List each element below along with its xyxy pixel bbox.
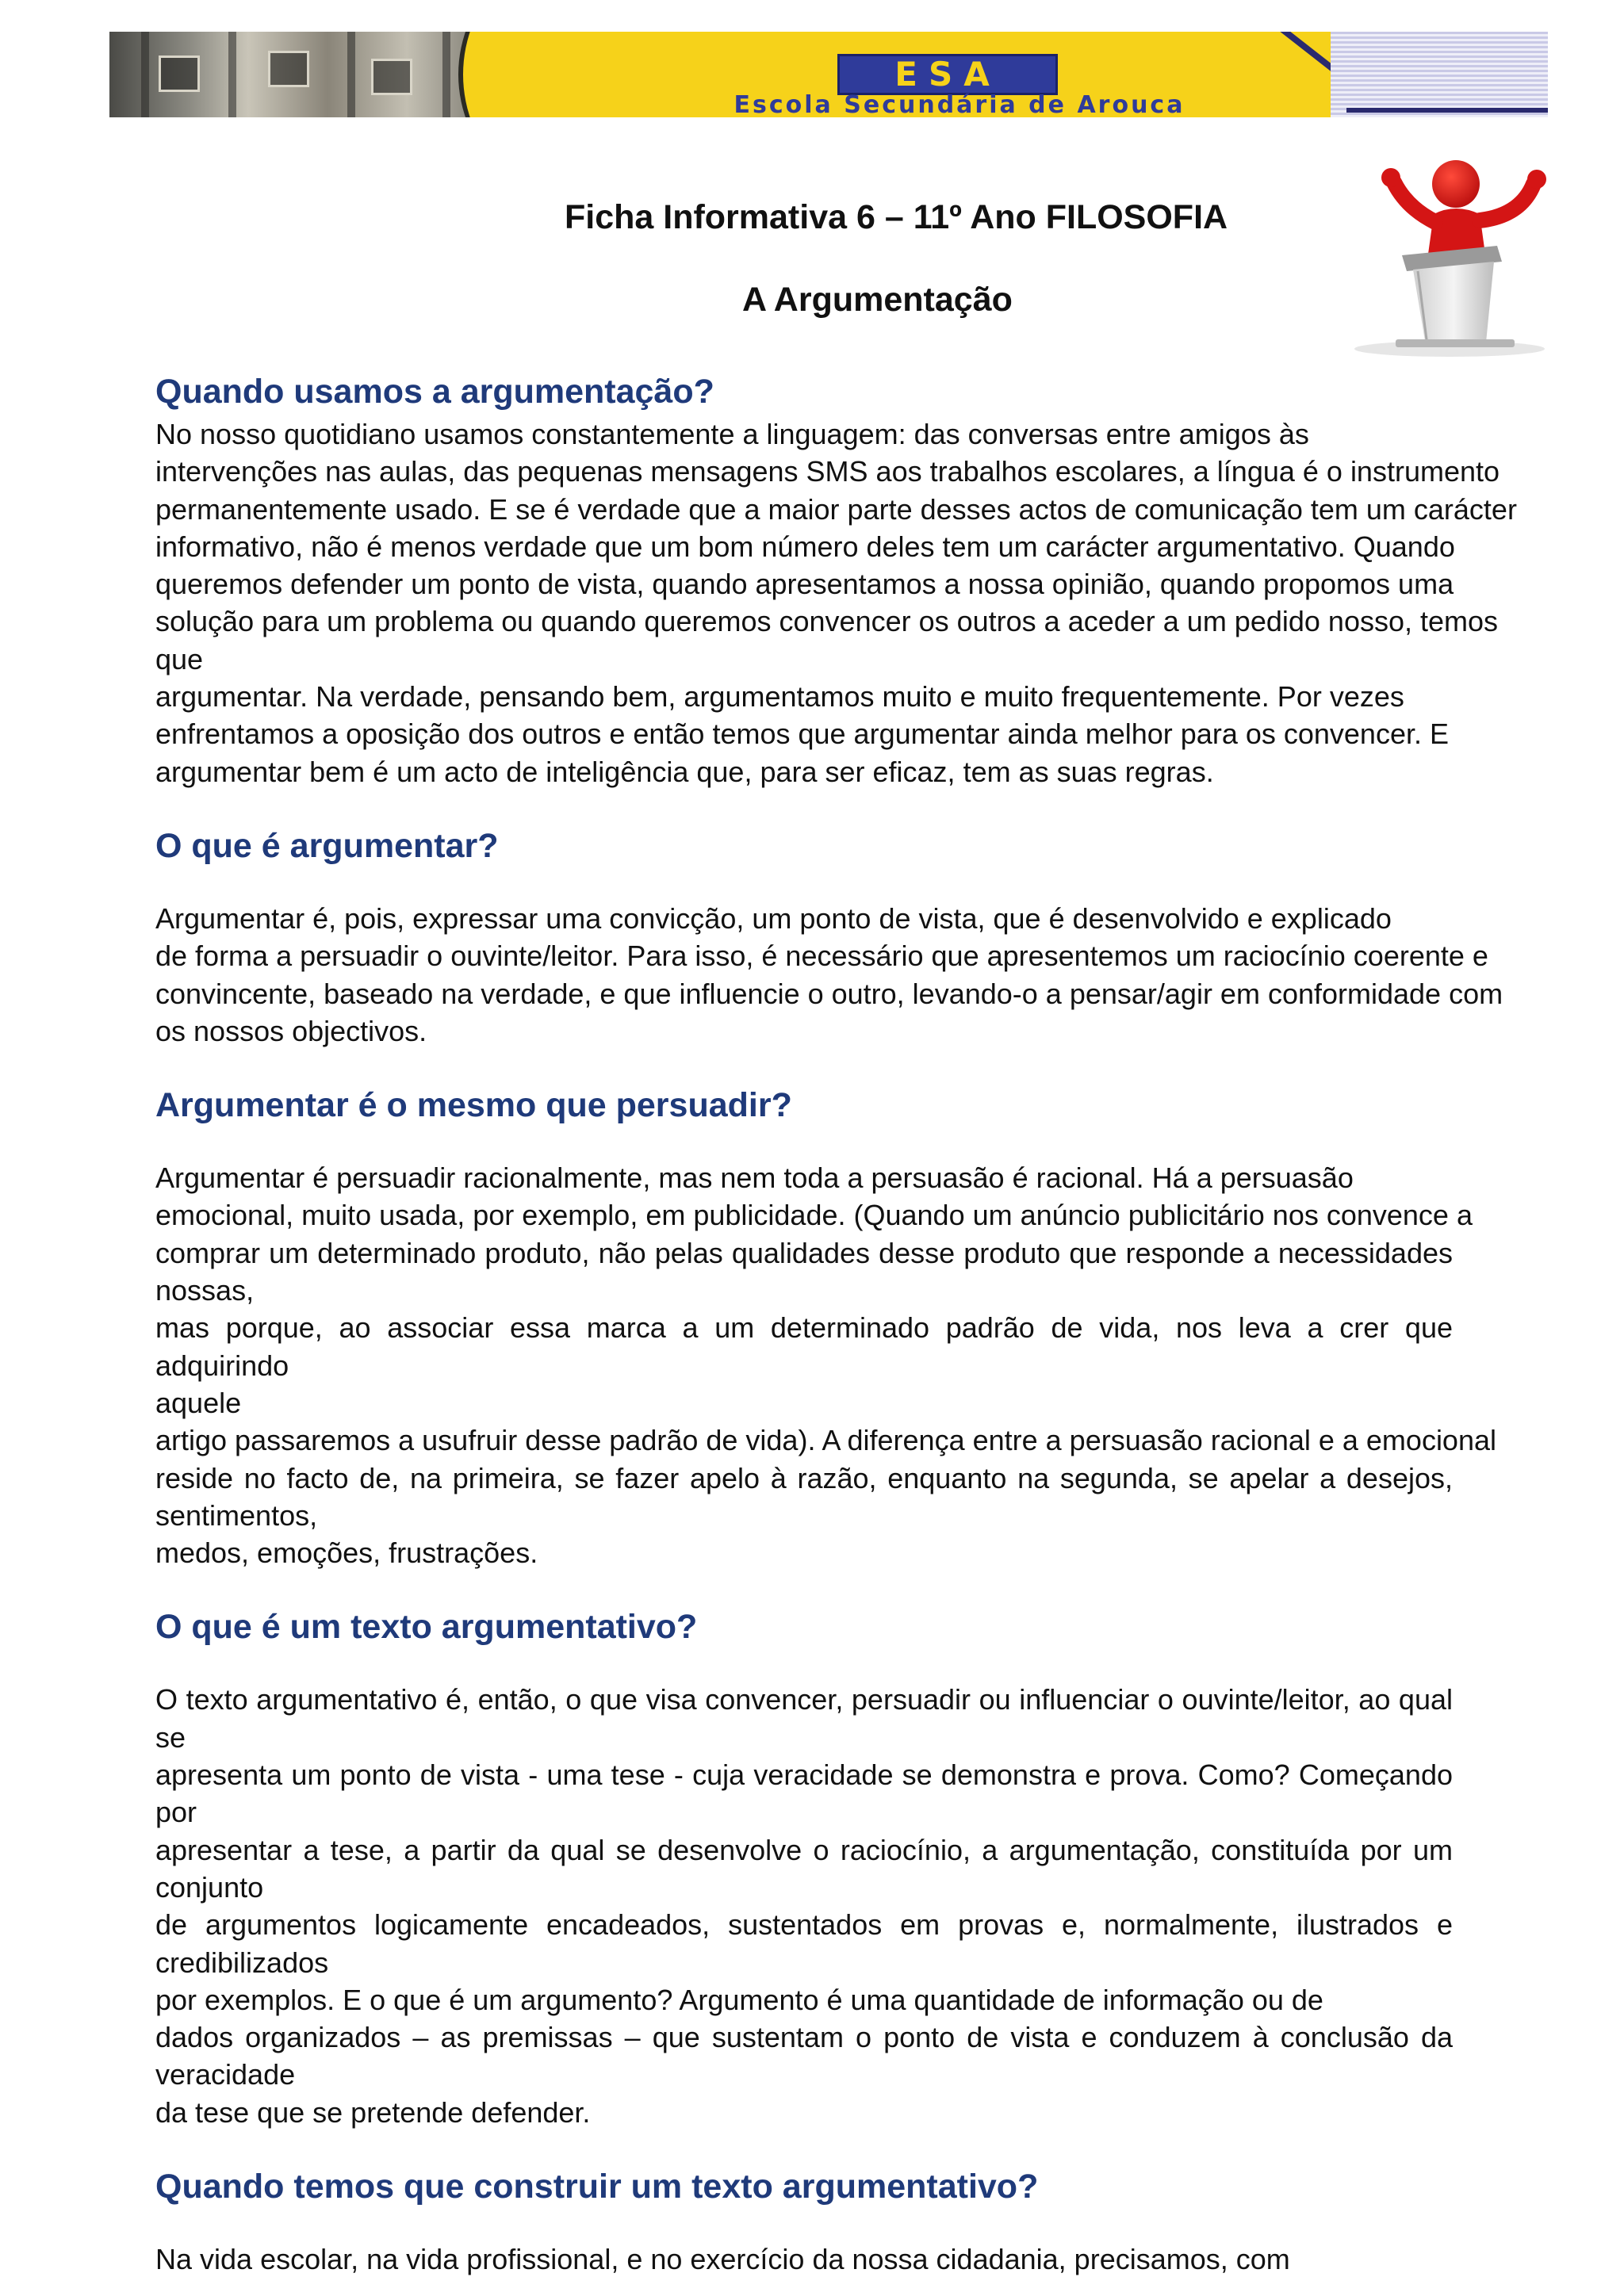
text-line: medos, emoções, frustrações. <box>155 1536 538 1570</box>
text-line: artigo passaremos a usufruir desse padrão de vida). A diferença entre a persuasão racional e a emocional <box>155 1424 1496 1457</box>
text-line: permanentemente usado. E se é verdade que a maior parte desses actos de comunicação tem um carácter <box>155 492 1517 526</box>
text-line: enfrentamos a oposição dos outros e então temos que argumentar ainda melhor para os convencer. E <box>155 718 1449 751</box>
section-heading: Argumentar é o mesmo que persuadir? <box>155 1086 792 1125</box>
text-line: que <box>155 642 204 675</box>
text-line: convincente, baseado na verdade, e que influencie o outro, levando-o a pensar/agir em conformidade com <box>155 977 1503 1010</box>
section-paragraph <box>155 900 1503 1050</box>
text-line: argumentar bem é um acto de inteligência que, para ser eficaz, tem as suas regras. <box>155 755 1214 788</box>
text-line: No nosso quotidiano usamos constantemente a linguagem: das conversas entre amigos às <box>155 418 1309 450</box>
section-heading: Quando temos que construir um texto argumentativo? <box>155 2167 1039 2206</box>
section-paragraph <box>155 1681 1453 2131</box>
document-title: Ficha Informativa 6 – 11º Ano FILOSOFIA <box>565 198 1228 236</box>
school-building-photo <box>109 32 506 117</box>
text-line: sentimentos, <box>155 1498 318 1532</box>
text-line: intervenções nas aulas, das pequenas mensagens SMS aos trabalhos escolares, a língua é o instrumento <box>155 455 1500 488</box>
document-subtitle: A Argumentação <box>742 281 1013 319</box>
section-paragraph <box>155 415 1517 790</box>
text-line: apresenta um ponto de vista - uma tese - cuja veracidade se demonstra e prova. Como? Começando por <box>155 1758 1453 1829</box>
text-line: nossas, <box>155 1274 255 1307</box>
text-line: mas porque, ao associar essa marca a um determinado padrão de vida, nos leva a crer que adquirindo <box>155 1311 1453 1382</box>
section-heading: Quando usamos a argumentação? <box>155 373 714 411</box>
text-line: informativo, não é menos verdade que um bom número deles tem um carácter argumentativo. Quando <box>155 530 1455 563</box>
text-line: comprar um determinado produto, não pelas qualidades desse produto que responde a necessidades <box>155 1236 1453 1269</box>
text-line: Argumentar é persuadir racionalmente, mas nem toda a persuasão é racional. Há a persuasão <box>155 1161 1354 1195</box>
school-logo: ESA <box>837 54 1058 95</box>
text-line: queremos defender um ponto de vista, quando apresentamos a nossa opinião, quando propomos uma <box>155 568 1454 601</box>
section-heading: O que é um texto argumentativo? <box>155 1608 698 1647</box>
text-line: argumentar. Na verdade, pensando bem, argumentamos muito e muito frequentemente. Por vezes <box>155 680 1404 714</box>
text-line: Argumentar é, pois, expressar uma convicção, um ponto de vista, que é desenvolvido e explicado <box>155 901 1392 935</box>
section-paragraph <box>155 1159 1496 1571</box>
text-line: por exemplos. E o que é um argumento? Argumento é uma quantidade de informação ou de <box>155 1983 1323 2016</box>
text-line: reside no facto de, na primeira, se fazer apelo à razão, enquanto na segunda, se apelar a desejos, <box>155 1461 1453 1494</box>
section-heading: O que é argumentar? <box>155 826 499 865</box>
text-line: emocional, muito usada, por exemplo, em publicidade. (Quando um anúncio publicitário nos convence a <box>155 1199 1473 1232</box>
text-line: solução para um problema ou quando queremos convencer os outros a aceder a um pedido nosso, temos <box>155 605 1499 638</box>
text-line: Na vida escolar, na vida profissional, e no exercício da nossa cidadania, precisamos, com <box>155 2242 1290 2275</box>
school-name: Escola Secundária de Arouca <box>733 91 1185 117</box>
document-body <box>155 368 1517 2278</box>
text-line: O texto argumentativo é, então, o que visa convencer, persuadir ou influenciar o ouvinte/leitor, ao qual se <box>155 1683 1453 1754</box>
text-line: aquele <box>155 1386 242 1419</box>
text-line: apresentar a tese, a partir da qual se desenvolve o raciocínio, a argumentação, constituída por um conjunto <box>155 1833 1453 1904</box>
header-banner <box>109 32 1548 117</box>
text-line: dados organizados – as premissas – que sustentam o ponto de vista e conduzem à conclusão da veracidade <box>155 2021 1453 2091</box>
text-line: de forma a persuadir o ouvinte/leitor. Para isso, é necessário que apresentemos um raciocínio coerente e <box>155 939 1488 973</box>
text-line: os nossos objectivos. <box>155 1014 427 1047</box>
section-paragraph <box>155 2241 1453 2278</box>
speaker-podium-icon <box>1339 152 1568 358</box>
text-line: da tese que se pretende defender. <box>155 2095 591 2129</box>
text-line: de argumentos logicamente encadeados, sustentados em provas e, normalmente, ilustrados e credibilizados <box>155 1908 1453 1979</box>
